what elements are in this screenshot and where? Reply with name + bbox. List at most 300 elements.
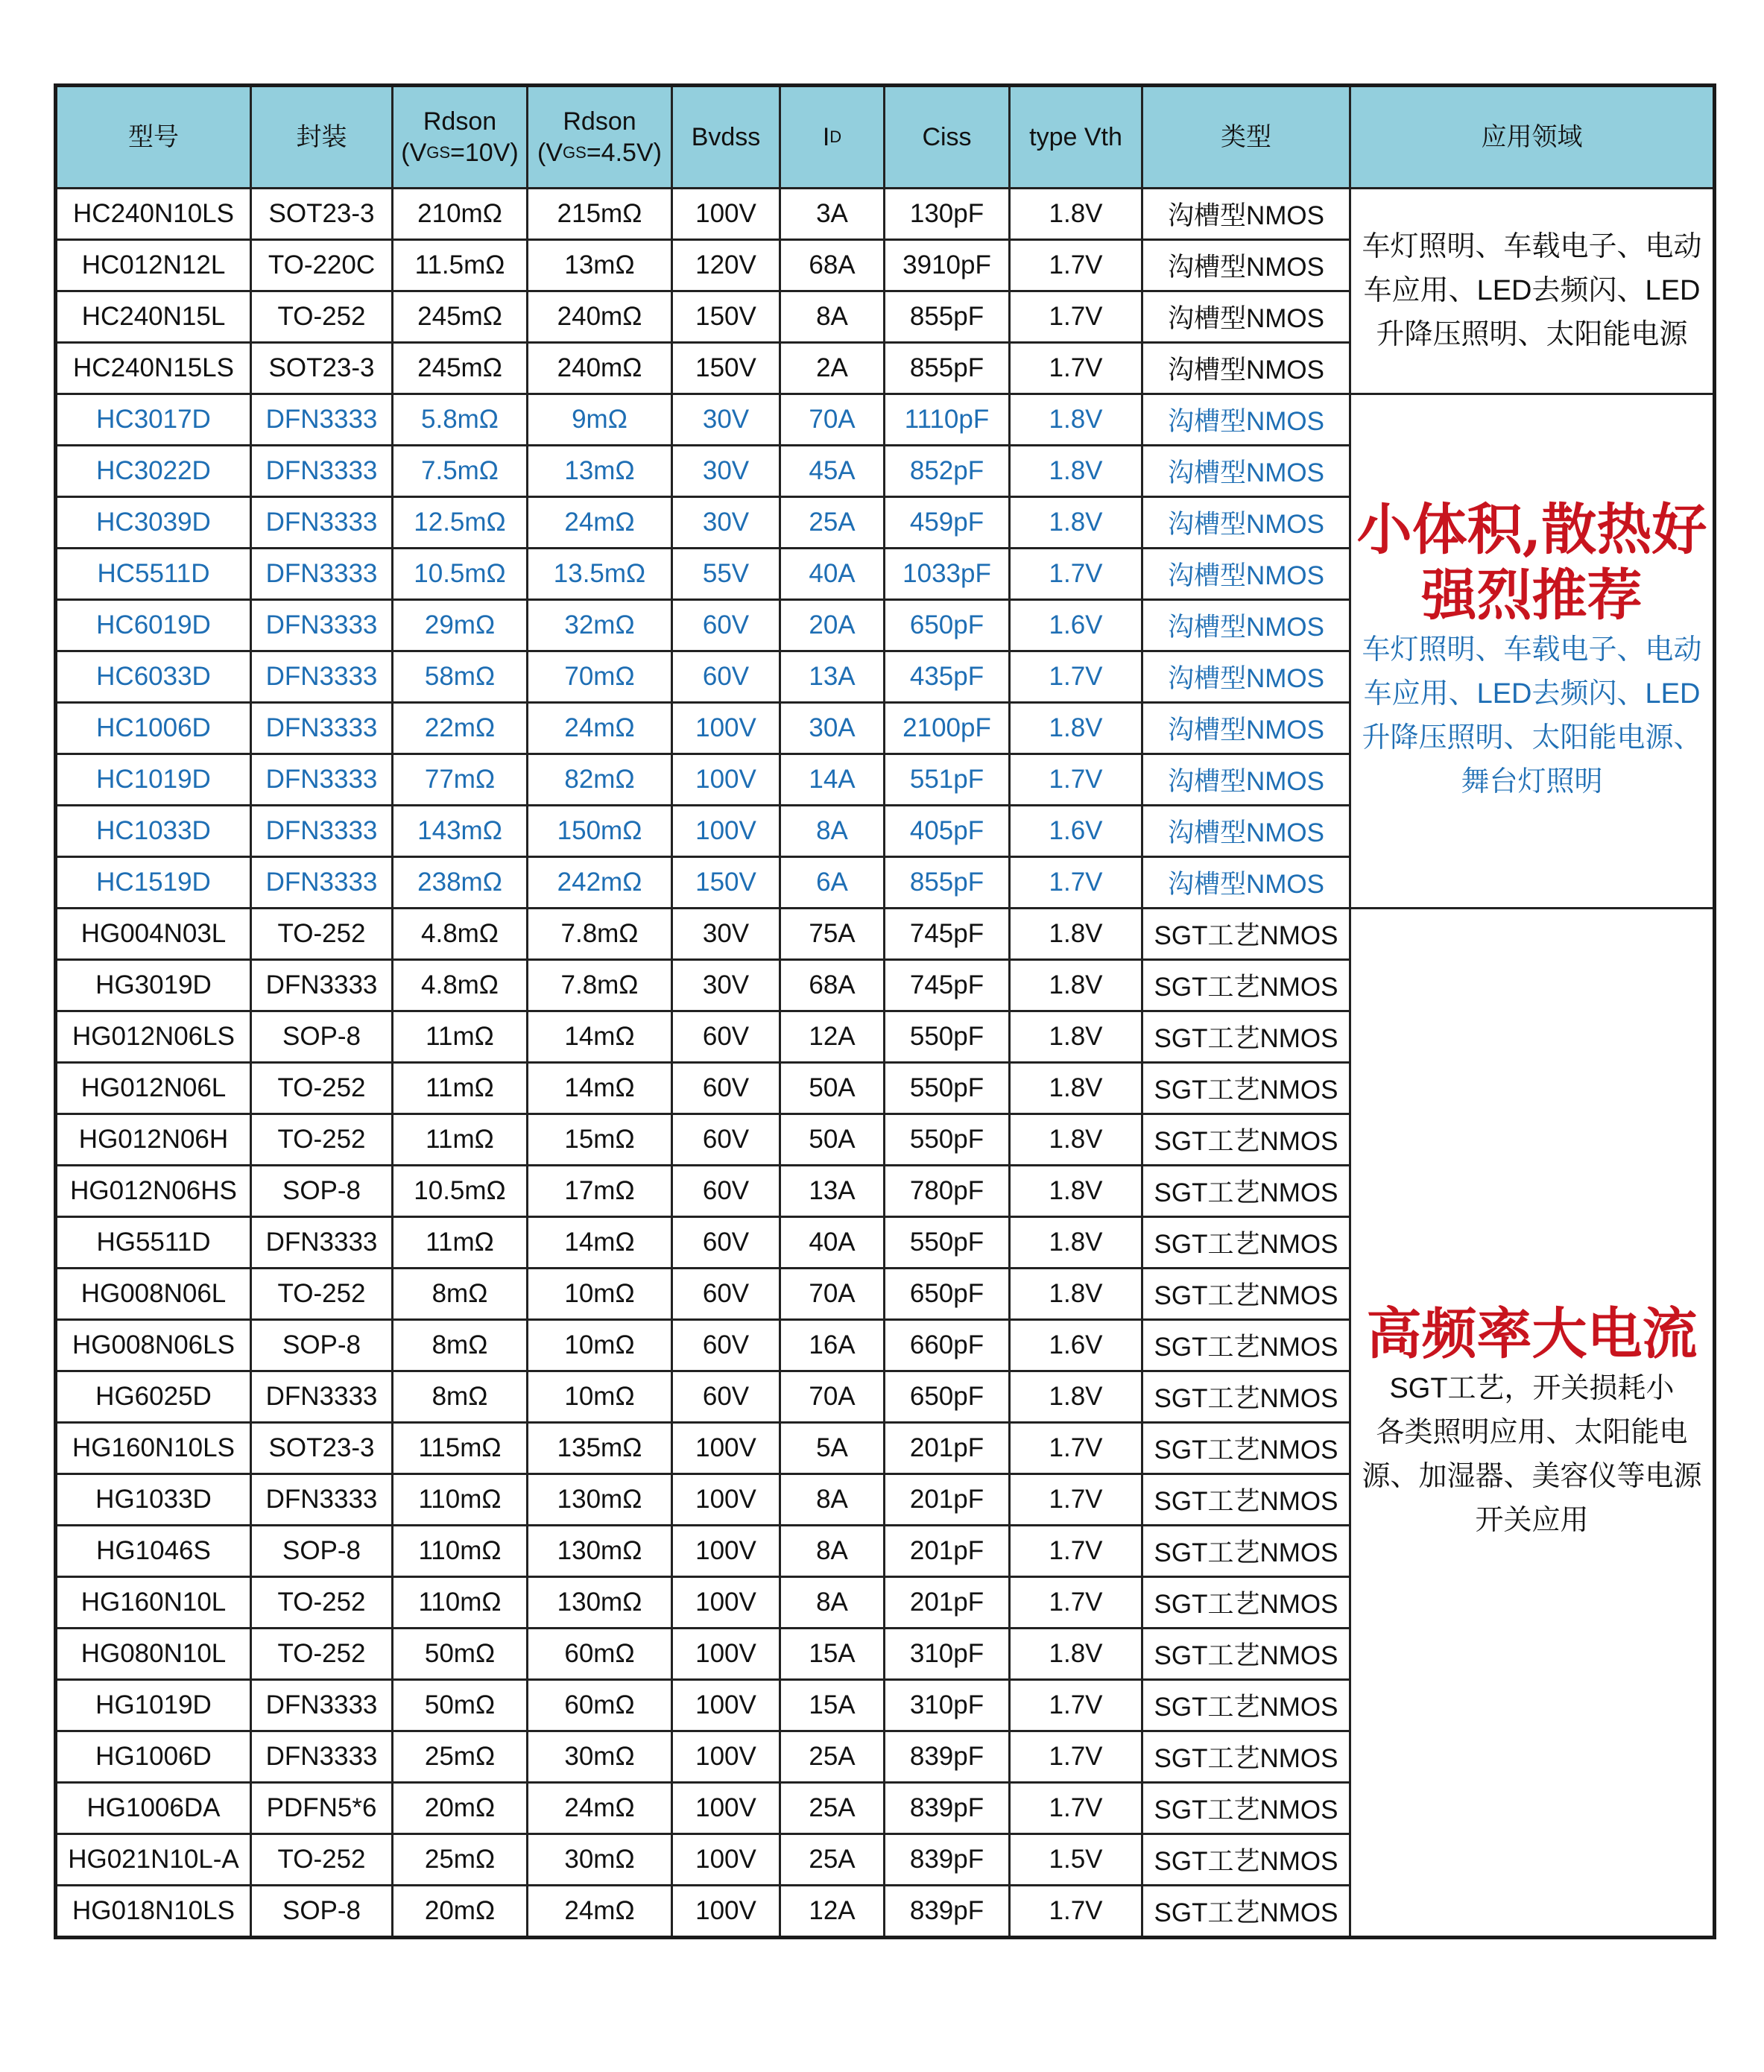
id-cell: 25A bbox=[780, 497, 885, 549]
model-cell: HG012N06L bbox=[56, 1063, 251, 1114]
application-line: 各类照明应用、太阳能电 bbox=[1376, 1417, 1688, 1449]
rdson-10v-cell: 110mΩ bbox=[393, 1474, 528, 1526]
table-row bbox=[56, 394, 1715, 446]
model-cell: HC1006D bbox=[56, 703, 251, 754]
bvdss-cell: 100V bbox=[672, 1731, 780, 1783]
application-line: SGT工艺，开关损耗小 bbox=[1389, 1373, 1675, 1405]
id-cell: 40A bbox=[780, 1217, 885, 1269]
id-cell: 70A bbox=[780, 394, 885, 446]
rdson-10v-cell: 22mΩ bbox=[393, 703, 528, 754]
application-line: 舞台灯照明 bbox=[1461, 765, 1603, 797]
vth-cell: 1.8V bbox=[1010, 1114, 1142, 1166]
type-cell: SGT工艺NMOS bbox=[1142, 1269, 1350, 1320]
id-cell: 3A bbox=[780, 189, 885, 240]
type-cell: SGT工艺NMOS bbox=[1142, 909, 1350, 960]
model-cell: HG1046S bbox=[56, 1526, 251, 1577]
ciss-cell: 310pF bbox=[885, 1680, 1010, 1731]
ciss-cell: 1110pF bbox=[885, 394, 1010, 446]
ciss-cell: 310pF bbox=[885, 1629, 1010, 1680]
rdson-10v-cell: 4.8mΩ bbox=[393, 960, 528, 1011]
vth-cell: 1.6V bbox=[1010, 600, 1142, 651]
bvdss-cell: 60V bbox=[672, 1063, 780, 1114]
model-cell: HC6033D bbox=[56, 651, 251, 703]
type-cell: SGT工艺NMOS bbox=[1142, 1063, 1350, 1114]
model-cell: HG1019D bbox=[56, 1680, 251, 1731]
type-cell: 沟槽型NMOS bbox=[1142, 240, 1350, 291]
bvdss-cell: 30V bbox=[672, 446, 780, 497]
package-cell: DFN3333 bbox=[251, 394, 393, 446]
package-cell: SOP-8 bbox=[251, 1526, 393, 1577]
application-line: 车灯照明、车载电子、电动 bbox=[1362, 231, 1702, 263]
type-cell: 沟槽型NMOS bbox=[1142, 549, 1350, 600]
table-row bbox=[56, 909, 1715, 960]
header-rdson-10v-title: Rdson bbox=[423, 107, 497, 136]
package-cell: DFN3333 bbox=[251, 703, 393, 754]
rdson-4v5-cell: 70mΩ bbox=[528, 651, 672, 703]
type-cell: SGT工艺NMOS bbox=[1142, 1474, 1350, 1526]
bvdss-cell: 30V bbox=[672, 909, 780, 960]
ciss-cell: 2100pF bbox=[885, 703, 1010, 754]
type-cell: SGT工艺NMOS bbox=[1142, 1834, 1350, 1886]
rdson-10v-cell: 11mΩ bbox=[393, 1011, 528, 1063]
type-cell: 沟槽型NMOS bbox=[1142, 857, 1350, 909]
rdson-10v-cell: 25mΩ bbox=[393, 1834, 528, 1886]
package-cell: DFN3333 bbox=[251, 497, 393, 549]
rdson-10v-cell: 245mΩ bbox=[393, 343, 528, 394]
type-cell: SGT工艺NMOS bbox=[1142, 1783, 1350, 1834]
rdson-4v5-cell: 14mΩ bbox=[528, 1217, 672, 1269]
vth-cell: 1.7V bbox=[1010, 1423, 1142, 1474]
ciss-cell: 550pF bbox=[885, 1063, 1010, 1114]
package-cell: TO-220C bbox=[251, 240, 393, 291]
bvdss-cell: 60V bbox=[672, 1217, 780, 1269]
model-cell: HG018N10LS bbox=[56, 1886, 251, 1938]
id-cell: 70A bbox=[780, 1269, 885, 1320]
bvdss-cell: 100V bbox=[672, 1474, 780, 1526]
id-cell: 8A bbox=[780, 291, 885, 343]
rdson-4v5-cell: 135mΩ bbox=[528, 1423, 672, 1474]
rdson-4v5-cell: 24mΩ bbox=[528, 1783, 672, 1834]
rdson-10v-cell: 8mΩ bbox=[393, 1269, 528, 1320]
bvdss-cell: 30V bbox=[672, 960, 780, 1011]
vth-cell: 1.7V bbox=[1010, 1577, 1142, 1629]
package-cell: PDFN5*6 bbox=[251, 1783, 393, 1834]
application-line: 车灯照明、车载电子、电动 bbox=[1362, 634, 1702, 666]
ciss-cell: 855pF bbox=[885, 291, 1010, 343]
header-ciss: Ciss bbox=[885, 86, 1010, 189]
id-cell: 12A bbox=[780, 1011, 885, 1063]
model-cell: HG1006D bbox=[56, 1731, 251, 1783]
model-cell: HC1033D bbox=[56, 806, 251, 857]
type-cell: SGT工艺NMOS bbox=[1142, 1011, 1350, 1063]
bvdss-cell: 60V bbox=[672, 1011, 780, 1063]
id-cell: 20A bbox=[780, 600, 885, 651]
id-cell: 30A bbox=[780, 703, 885, 754]
vth-cell: 1.8V bbox=[1010, 1371, 1142, 1423]
ciss-cell: 839pF bbox=[885, 1783, 1010, 1834]
rdson-10v-cell: 29mΩ bbox=[393, 600, 528, 651]
model-cell: HC1019D bbox=[56, 754, 251, 806]
type-cell: SGT工艺NMOS bbox=[1142, 1114, 1350, 1166]
id-cell: 15A bbox=[780, 1629, 885, 1680]
rdson-10v-cell: 110mΩ bbox=[393, 1577, 528, 1629]
model-cell: HC012N12L bbox=[56, 240, 251, 291]
ciss-cell: 855pF bbox=[885, 343, 1010, 394]
model-cell: HC5511D bbox=[56, 549, 251, 600]
package-cell: TO-252 bbox=[251, 1063, 393, 1114]
id-cell: 70A bbox=[780, 1371, 885, 1423]
ciss-cell: 3910pF bbox=[885, 240, 1010, 291]
package-cell: DFN3333 bbox=[251, 754, 393, 806]
model-cell: HG008N06LS bbox=[56, 1320, 251, 1371]
bvdss-cell: 60V bbox=[672, 600, 780, 651]
type-cell: 沟槽型NMOS bbox=[1142, 291, 1350, 343]
type-cell: SGT工艺NMOS bbox=[1142, 960, 1350, 1011]
rdson-4v5-cell: 24mΩ bbox=[528, 497, 672, 549]
id-cell: 68A bbox=[780, 960, 885, 1011]
ciss-cell: 201pF bbox=[885, 1577, 1010, 1629]
vth-cell: 1.8V bbox=[1010, 1629, 1142, 1680]
vth-cell: 1.8V bbox=[1010, 189, 1142, 240]
package-cell: TO-252 bbox=[251, 1114, 393, 1166]
rdson-4v5-cell: 60mΩ bbox=[528, 1629, 672, 1680]
table-header bbox=[56, 86, 1715, 189]
type-cell: SGT工艺NMOS bbox=[1142, 1886, 1350, 1938]
rdson-10v-cell: 143mΩ bbox=[393, 806, 528, 857]
header-rdson-4v5-post: =4.5V) bbox=[586, 139, 662, 167]
vth-cell: 1.7V bbox=[1010, 1474, 1142, 1526]
header-bvdss: Bvdss bbox=[672, 86, 780, 189]
type-cell: 沟槽型NMOS bbox=[1142, 651, 1350, 703]
rdson-10v-cell: 11mΩ bbox=[393, 1063, 528, 1114]
application-line: 车应用、LED去频闪、LED bbox=[1363, 677, 1701, 710]
rdson-4v5-cell: 7.8mΩ bbox=[528, 909, 672, 960]
type-cell: SGT工艺NMOS bbox=[1142, 1680, 1350, 1731]
package-cell: TO-252 bbox=[251, 909, 393, 960]
rdson-4v5-cell: 130mΩ bbox=[528, 1474, 672, 1526]
header-id-sub: D bbox=[829, 127, 842, 146]
model-cell: HG1006DA bbox=[56, 1783, 251, 1834]
rdson-4v5-cell: 240mΩ bbox=[528, 291, 672, 343]
vth-cell: 1.7V bbox=[1010, 1680, 1142, 1731]
ciss-cell: 650pF bbox=[885, 1371, 1010, 1423]
vth-cell: 1.7V bbox=[1010, 1731, 1142, 1783]
bvdss-cell: 100V bbox=[672, 1834, 780, 1886]
bvdss-cell: 100V bbox=[672, 703, 780, 754]
header-rdson-10v-post: =10V) bbox=[450, 139, 519, 167]
rdson-4v5-cell: 150mΩ bbox=[528, 806, 672, 857]
package-cell: SOT23-3 bbox=[251, 189, 393, 240]
rdson-10v-cell: 25mΩ bbox=[393, 1731, 528, 1783]
rdson-10v-cell: 10.5mΩ bbox=[393, 1166, 528, 1217]
rdson-10v-cell: 7.5mΩ bbox=[393, 446, 528, 497]
id-cell: 8A bbox=[780, 1526, 885, 1577]
model-cell: HC1519D bbox=[56, 857, 251, 909]
rdson-10v-cell: 11.5mΩ bbox=[393, 240, 528, 291]
ciss-cell: 650pF bbox=[885, 1269, 1010, 1320]
header-rdson-4v5-pre: (V bbox=[537, 139, 563, 167]
type-cell: SGT工艺NMOS bbox=[1142, 1577, 1350, 1629]
rdson-10v-cell: 12.5mΩ bbox=[393, 497, 528, 549]
application-cell bbox=[1350, 189, 1715, 394]
vth-cell: 1.6V bbox=[1010, 806, 1142, 857]
package-cell: DFN3333 bbox=[251, 1731, 393, 1783]
package-cell: SOP-8 bbox=[251, 1320, 393, 1371]
bvdss-cell: 100V bbox=[672, 1526, 780, 1577]
package-cell: DFN3333 bbox=[251, 600, 393, 651]
vth-cell: 1.8V bbox=[1010, 1166, 1142, 1217]
application-line: 升降压照明、太阳能电源、 bbox=[1362, 721, 1702, 754]
header-rdson-10v-sub: GS bbox=[426, 143, 451, 162]
id-cell: 8A bbox=[780, 806, 885, 857]
header-id bbox=[780, 86, 885, 189]
ciss-cell: 1033pF bbox=[885, 549, 1010, 600]
rdson-4v5-cell: 13mΩ bbox=[528, 446, 672, 497]
rdson-4v5-cell: 240mΩ bbox=[528, 343, 672, 394]
header-rdson-4v5-sub: GS bbox=[563, 143, 587, 162]
rdson-10v-cell: 245mΩ bbox=[393, 291, 528, 343]
type-cell: SGT工艺NMOS bbox=[1142, 1166, 1350, 1217]
package-cell: DFN3333 bbox=[251, 1474, 393, 1526]
table-body bbox=[56, 189, 1715, 1938]
bvdss-cell: 60V bbox=[672, 651, 780, 703]
id-cell: 40A bbox=[780, 549, 885, 600]
rdson-4v5-cell: 24mΩ bbox=[528, 703, 672, 754]
type-cell: 沟槽型NMOS bbox=[1142, 754, 1350, 806]
rdson-10v-cell: 5.8mΩ bbox=[393, 394, 528, 446]
bvdss-cell: 55V bbox=[672, 549, 780, 600]
vth-cell: 1.8V bbox=[1010, 446, 1142, 497]
ciss-cell: 780pF bbox=[885, 1166, 1010, 1217]
type-cell: SGT工艺NMOS bbox=[1142, 1217, 1350, 1269]
id-cell: 16A bbox=[780, 1320, 885, 1371]
package-cell: DFN3333 bbox=[251, 1371, 393, 1423]
package-cell: SOP-8 bbox=[251, 1166, 393, 1217]
id-cell: 75A bbox=[780, 909, 885, 960]
id-cell: 8A bbox=[780, 1577, 885, 1629]
id-cell: 45A bbox=[780, 446, 885, 497]
id-cell: 50A bbox=[780, 1063, 885, 1114]
rdson-4v5-cell: 30mΩ bbox=[528, 1731, 672, 1783]
rdson-10v-cell: 50mΩ bbox=[393, 1629, 528, 1680]
bvdss-cell: 100V bbox=[672, 1886, 780, 1938]
id-cell: 8A bbox=[780, 1474, 885, 1526]
vth-cell: 1.8V bbox=[1010, 909, 1142, 960]
vth-cell: 1.8V bbox=[1010, 497, 1142, 549]
rdson-10v-cell: 58mΩ bbox=[393, 651, 528, 703]
bvdss-cell: 30V bbox=[672, 497, 780, 549]
vth-cell: 1.7V bbox=[1010, 1526, 1142, 1577]
application-line: 开关应用 bbox=[1475, 1505, 1589, 1537]
application-headline: 强烈推荐 bbox=[1421, 563, 1643, 628]
model-cell: HG1033D bbox=[56, 1474, 251, 1526]
type-cell: 沟槽型NMOS bbox=[1142, 703, 1350, 754]
type-cell: SGT工艺NMOS bbox=[1142, 1731, 1350, 1783]
model-cell: HC240N10LS bbox=[56, 189, 251, 240]
vth-cell: 1.7V bbox=[1010, 291, 1142, 343]
rdson-4v5-cell: 10mΩ bbox=[528, 1371, 672, 1423]
bvdss-cell: 100V bbox=[672, 1423, 780, 1474]
rdson-10v-cell: 238mΩ bbox=[393, 857, 528, 909]
vth-cell: 1.6V bbox=[1010, 1320, 1142, 1371]
rdson-4v5-cell: 32mΩ bbox=[528, 600, 672, 651]
vth-cell: 1.8V bbox=[1010, 960, 1142, 1011]
model-cell: HG160N10LS bbox=[56, 1423, 251, 1474]
bvdss-cell: 100V bbox=[672, 189, 780, 240]
rdson-4v5-cell: 14mΩ bbox=[528, 1011, 672, 1063]
ciss-cell: 852pF bbox=[885, 446, 1010, 497]
ciss-cell: 839pF bbox=[885, 1834, 1010, 1886]
model-cell: HC6019D bbox=[56, 600, 251, 651]
rdson-10v-cell: 4.8mΩ bbox=[393, 909, 528, 960]
rdson-10v-cell: 10.5mΩ bbox=[393, 549, 528, 600]
rdson-10v-cell: 50mΩ bbox=[393, 1680, 528, 1731]
package-cell: SOT23-3 bbox=[251, 343, 393, 394]
rdson-10v-cell: 20mΩ bbox=[393, 1886, 528, 1938]
package-cell: TO-252 bbox=[251, 291, 393, 343]
model-cell: HG6025D bbox=[56, 1371, 251, 1423]
vth-cell: 1.8V bbox=[1010, 1063, 1142, 1114]
type-cell: SGT工艺NMOS bbox=[1142, 1423, 1350, 1474]
rdson-4v5-cell: 242mΩ bbox=[528, 857, 672, 909]
type-cell: SGT工艺NMOS bbox=[1142, 1629, 1350, 1680]
model-cell: HG080N10L bbox=[56, 1629, 251, 1680]
rdson-10v-cell: 11mΩ bbox=[393, 1114, 528, 1166]
application-cell bbox=[1350, 394, 1715, 909]
bvdss-cell: 60V bbox=[672, 1269, 780, 1320]
table-row bbox=[56, 189, 1715, 240]
bvdss-cell: 100V bbox=[672, 754, 780, 806]
rdson-4v5-cell: 215mΩ bbox=[528, 189, 672, 240]
package-cell: DFN3333 bbox=[251, 1217, 393, 1269]
ciss-cell: 550pF bbox=[885, 1114, 1010, 1166]
bvdss-cell: 60V bbox=[672, 1114, 780, 1166]
header-rdson-4v5 bbox=[528, 86, 672, 189]
package-cell: DFN3333 bbox=[251, 651, 393, 703]
ciss-cell: 745pF bbox=[885, 909, 1010, 960]
ciss-cell: 550pF bbox=[885, 1011, 1010, 1063]
bvdss-cell: 100V bbox=[672, 1680, 780, 1731]
application-cell bbox=[1350, 909, 1715, 1938]
model-cell: HC240N15LS bbox=[56, 343, 251, 394]
bvdss-cell: 30V bbox=[672, 394, 780, 446]
ciss-cell: 650pF bbox=[885, 600, 1010, 651]
header-id-main: I bbox=[822, 122, 830, 151]
application-line: 车应用、LED去频闪、LED bbox=[1363, 275, 1701, 307]
rdson-10v-cell: 210mΩ bbox=[393, 189, 528, 240]
application-line: 升降压照明、太阳能电源 bbox=[1376, 318, 1688, 350]
model-cell: HG012N06LS bbox=[56, 1011, 251, 1063]
rdson-4v5-cell: 82mΩ bbox=[528, 754, 672, 806]
vth-cell: 1.7V bbox=[1010, 651, 1142, 703]
rdson-4v5-cell: 30mΩ bbox=[528, 1834, 672, 1886]
rdson-4v5-cell: 60mΩ bbox=[528, 1680, 672, 1731]
vth-cell: 1.7V bbox=[1010, 549, 1142, 600]
ciss-cell: 551pF bbox=[885, 754, 1010, 806]
package-cell: SOT23-3 bbox=[251, 1423, 393, 1474]
id-cell: 68A bbox=[780, 240, 885, 291]
id-cell: 25A bbox=[780, 1834, 885, 1886]
ciss-cell: 435pF bbox=[885, 651, 1010, 703]
rdson-10v-cell: 110mΩ bbox=[393, 1526, 528, 1577]
package-cell: SOP-8 bbox=[251, 1886, 393, 1938]
package-cell: SOP-8 bbox=[251, 1011, 393, 1063]
model-cell: HG160N10L bbox=[56, 1577, 251, 1629]
bvdss-cell: 150V bbox=[672, 291, 780, 343]
ciss-cell: 130pF bbox=[885, 189, 1010, 240]
id-cell: 15A bbox=[780, 1680, 885, 1731]
rdson-4v5-cell: 7.8mΩ bbox=[528, 960, 672, 1011]
rdson-10v-cell: 8mΩ bbox=[393, 1320, 528, 1371]
header-package: 封装 bbox=[251, 86, 393, 189]
id-cell: 25A bbox=[780, 1783, 885, 1834]
bvdss-cell: 150V bbox=[672, 857, 780, 909]
model-cell: HC240N15L bbox=[56, 291, 251, 343]
package-cell: DFN3333 bbox=[251, 1680, 393, 1731]
model-cell: HG004N03L bbox=[56, 909, 251, 960]
rdson-10v-cell: 11mΩ bbox=[393, 1217, 528, 1269]
bvdss-cell: 120V bbox=[672, 240, 780, 291]
vth-cell: 1.8V bbox=[1010, 1269, 1142, 1320]
rdson-4v5-cell: 10mΩ bbox=[528, 1269, 672, 1320]
header-rdson-4v5-title: Rdson bbox=[563, 107, 636, 136]
rdson-4v5-cell: 13mΩ bbox=[528, 240, 672, 291]
header-type: 类型 bbox=[1142, 86, 1350, 189]
type-cell: 沟槽型NMOS bbox=[1142, 394, 1350, 446]
rdson-4v5-cell: 15mΩ bbox=[528, 1114, 672, 1166]
package-cell: TO-252 bbox=[251, 1577, 393, 1629]
vth-cell: 1.7V bbox=[1010, 240, 1142, 291]
rdson-4v5-cell: 14mΩ bbox=[528, 1063, 672, 1114]
vth-cell: 1.7V bbox=[1010, 857, 1142, 909]
model-cell: HC3022D bbox=[56, 446, 251, 497]
package-cell: TO-252 bbox=[251, 1629, 393, 1680]
type-cell: 沟槽型NMOS bbox=[1142, 446, 1350, 497]
model-cell: HG021N10L-A bbox=[56, 1834, 251, 1886]
bvdss-cell: 100V bbox=[672, 806, 780, 857]
id-cell: 5A bbox=[780, 1423, 885, 1474]
bvdss-cell: 100V bbox=[672, 1577, 780, 1629]
ciss-cell: 459pF bbox=[885, 497, 1010, 549]
model-cell: HG008N06L bbox=[56, 1269, 251, 1320]
rdson-4v5-cell: 130mΩ bbox=[528, 1577, 672, 1629]
package-cell: DFN3333 bbox=[251, 549, 393, 600]
type-cell: 沟槽型NMOS bbox=[1142, 806, 1350, 857]
ciss-cell: 201pF bbox=[885, 1423, 1010, 1474]
bvdss-cell: 60V bbox=[672, 1320, 780, 1371]
id-cell: 13A bbox=[780, 1166, 885, 1217]
id-cell: 2A bbox=[780, 343, 885, 394]
vth-cell: 1.8V bbox=[1010, 703, 1142, 754]
vth-cell: 1.7V bbox=[1010, 343, 1142, 394]
id-cell: 6A bbox=[780, 857, 885, 909]
bvdss-cell: 60V bbox=[672, 1371, 780, 1423]
rdson-4v5-cell: 13.5mΩ bbox=[528, 549, 672, 600]
id-cell: 13A bbox=[780, 651, 885, 703]
rdson-4v5-cell: 17mΩ bbox=[528, 1166, 672, 1217]
vth-cell: 1.7V bbox=[1010, 1886, 1142, 1938]
bvdss-cell: 60V bbox=[672, 1166, 780, 1217]
package-cell: DFN3333 bbox=[251, 960, 393, 1011]
vth-cell: 1.5V bbox=[1010, 1834, 1142, 1886]
rdson-10v-cell: 20mΩ bbox=[393, 1783, 528, 1834]
ciss-cell: 201pF bbox=[885, 1526, 1010, 1577]
ciss-cell: 660pF bbox=[885, 1320, 1010, 1371]
ciss-cell: 839pF bbox=[885, 1731, 1010, 1783]
package-cell: TO-252 bbox=[251, 1834, 393, 1886]
application-headline: 小体积,散热好 bbox=[1356, 498, 1707, 563]
ciss-cell: 745pF bbox=[885, 960, 1010, 1011]
